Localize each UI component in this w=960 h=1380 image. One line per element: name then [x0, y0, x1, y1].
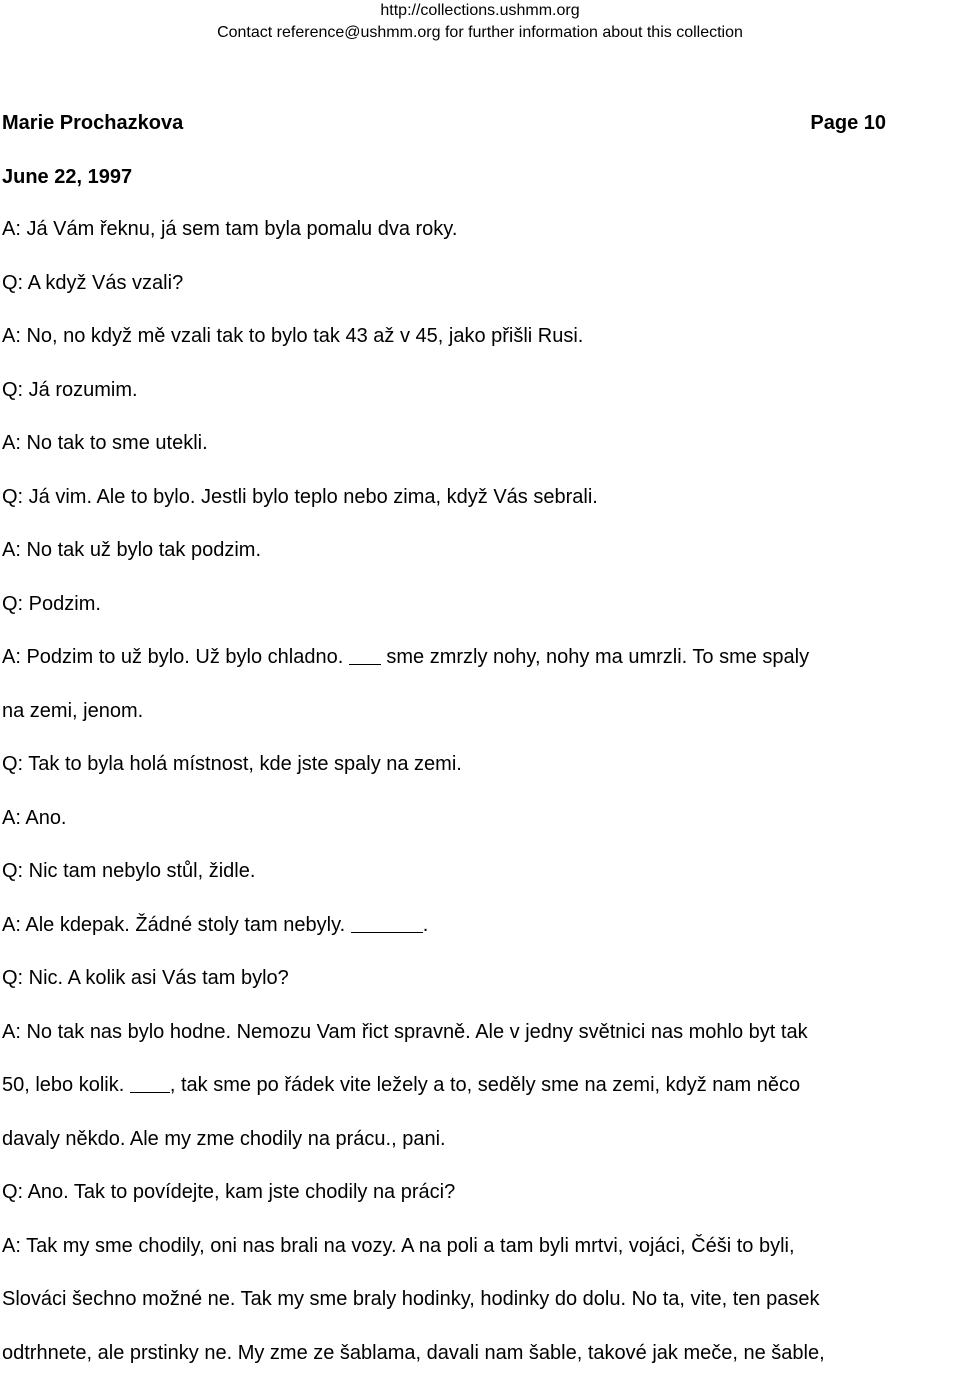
collection-url: http://collections.ushmm.org	[0, 0, 960, 22]
line-text: davaly někdo. Ale my zme chodily na prácu., pani.	[2, 1128, 446, 1150]
line-text: Slováci šechno možné ne. Tak my sme braly hodinky, hodinky do dolu. No ta, vite, ten pasek	[2, 1288, 819, 1310]
line-text: A: Ale kdepak. Žádné stoly tam nebyly.	[2, 914, 351, 936]
transcript-line	[2, 899, 952, 953]
line-text: Q: A když Vás vzali?	[2, 272, 183, 294]
line-text: A: Já Vám řeknu, já sem tam byla pomalu dva roky.	[2, 218, 457, 240]
transcript-line	[2, 1059, 952, 1113]
line-text: Q: Nic tam nebylo stůl, židle.	[2, 860, 255, 882]
blank-line	[351, 912, 423, 933]
line-text: Q: Nic. A kolik asi Vás tam bylo?	[2, 967, 289, 989]
line-text: A: No tak už bylo tak podzim.	[2, 539, 261, 561]
transcript-line	[2, 524, 952, 578]
transcript-line	[2, 471, 952, 525]
transcript-line	[2, 685, 952, 739]
line-text: Q: Já vim. Ale to bylo. Jestli bylo teplo nebo zima, když Vás sebrali.	[2, 486, 598, 508]
line-text: A: Ano.	[2, 807, 67, 829]
contact-line: Contact reference@ushmm.org for further information about this collection	[0, 22, 960, 44]
transcript-line	[2, 578, 952, 632]
transcript-line	[2, 257, 952, 311]
line-text: A: No, no když mě vzali tak to bylo tak 43 až v 45, jako přišli Rusi.	[2, 325, 583, 347]
transcript-line	[2, 631, 952, 685]
line-text: 50, lebo kolik.	[2, 1074, 130, 1096]
transcript-line	[2, 1113, 952, 1167]
transcript-line	[2, 203, 952, 257]
blank-line	[349, 644, 381, 665]
line-text: Q: Podzim.	[2, 593, 101, 615]
transcript-line	[2, 792, 952, 846]
blank-line	[130, 1072, 170, 1093]
transcript-line	[2, 1273, 952, 1327]
line-text-cont: , tak sme po řádek vite ležely a to, seděly sme na zemi, když nam něco	[170, 1074, 800, 1096]
line-text: A: Podzim to už bylo. Už bylo chladno.	[2, 646, 349, 668]
line-text: A: No tak nas bylo hodne. Nemozu Vam řict spravně. Ale v jedny světnici nas mohlo byt tak	[2, 1021, 808, 1043]
transcript-line	[2, 310, 952, 364]
transcript-body	[2, 203, 952, 1380]
transcript-line	[2, 1220, 952, 1274]
transcript-line	[2, 738, 952, 792]
page-number: Page 10	[810, 112, 886, 135]
line-text-cont: .	[423, 914, 429, 936]
interview-date: June 22, 1997	[2, 166, 132, 189]
transcript-line	[2, 417, 952, 471]
line-text: Q: Já rozumim.	[2, 379, 138, 401]
transcript-line	[2, 845, 952, 899]
transcript-line	[2, 1166, 952, 1220]
line-text: na zemi, jenom.	[2, 700, 143, 722]
line-text: A: No tak to sme utekli.	[2, 432, 208, 454]
collection-header	[0, 0, 960, 44]
transcript-line	[2, 1006, 952, 1060]
transcript-line	[2, 952, 952, 1006]
line-text: odtrhnete, ale prstinky ne. My zme ze šablama, davali nam šable, takové jak meče, ne šable,	[2, 1342, 825, 1364]
line-text: Q: Tak to byla holá místnost, kde jste spaly na zemi.	[2, 753, 462, 775]
interviewee-name: Marie Prochazkova	[2, 112, 183, 135]
line-text: A: Tak my sme chodily, oni nas brali na vozy. A na poli a tam byli mrtvi, vojáci, Čéši to byli,	[2, 1235, 795, 1257]
transcript-line	[2, 364, 952, 418]
line-text-cont: sme zmrzly nohy, nohy ma umrzli. To sme spaly	[381, 646, 809, 668]
line-text: Q: Ano. Tak to povídejte, kam jste chodily na práci?	[2, 1181, 455, 1203]
transcript-line	[2, 1327, 952, 1380]
